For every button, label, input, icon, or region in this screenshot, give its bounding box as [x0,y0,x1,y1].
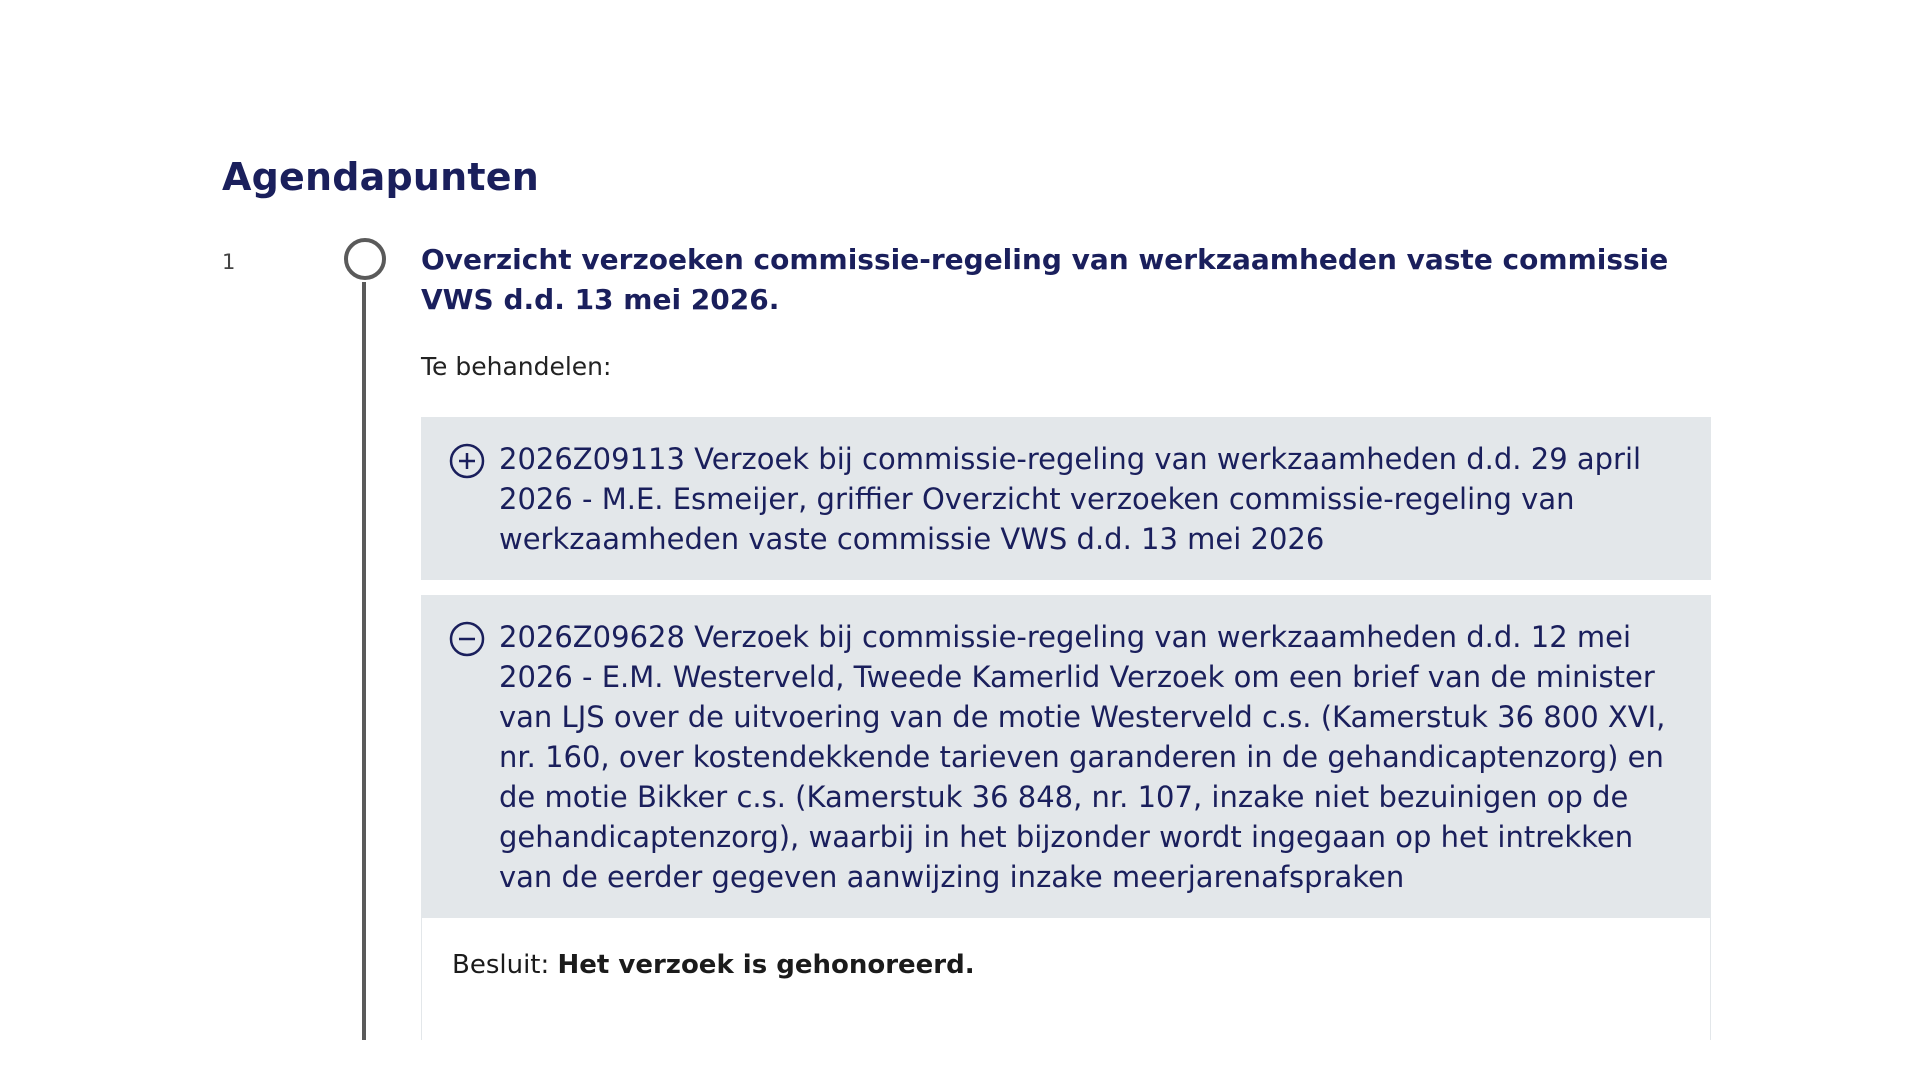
agenda-item-title: Overzicht verzoeken commissie-regeling van werkzaamheden vaste commissie VWS d.d. 13 mei 2026. [421,243,1669,316]
decision-label: Besluit: [452,950,550,980]
decision-value: Het verzoek is gehonoreerd. [557,950,975,980]
request-text: 2026Z09628 Verzoek bij commissie-regeling van werkzaamheden d.d. 12 mei 2026 - E.M. Westerveld, Tweede Kamerlid Verzoek om een brief van de minister van LJS over de uitvoering van de motie Westerveld c.s. (Kamerstuk 36 800 XVI, nr. 160, over kostendekkende tarieven garanderen in de gehandicaptenzorg) en de motie Bikker c.s. (Kamerstuk 36 848, nr. 107, inzake niet bezuinigen op de gehandicaptenzorg), waarbij in het bijzonder wordt ingegaan op het intrekken van de eerder gegeven aanwijzing inzake meerjarenafspraken [499,620,1666,894]
plus-circle-icon[interactable] [449,443,485,479]
request-text: 2026Z09113 Verzoek bij commissie-regeling van werkzaamheden d.d. 29 april 2026 - M.E. Esmeijer, griffier Overzicht verzoeken commissie-regeling van werkzaamheden vaste commissie VWS d.d. 13 mei 2026 [499,442,1642,556]
request-panel-expanded[interactable] [421,595,1711,918]
section-title: Agendapunten [222,155,539,199]
timeline-circle-icon [344,238,386,280]
timeline-line [362,282,366,1040]
decision-box [421,918,1711,1040]
treat-label: Te behandelen: [421,352,612,381]
minus-circle-icon[interactable] [449,621,485,657]
request-panel-collapsed[interactable] [421,417,1711,580]
agenda-item-number: 1 [222,250,236,274]
